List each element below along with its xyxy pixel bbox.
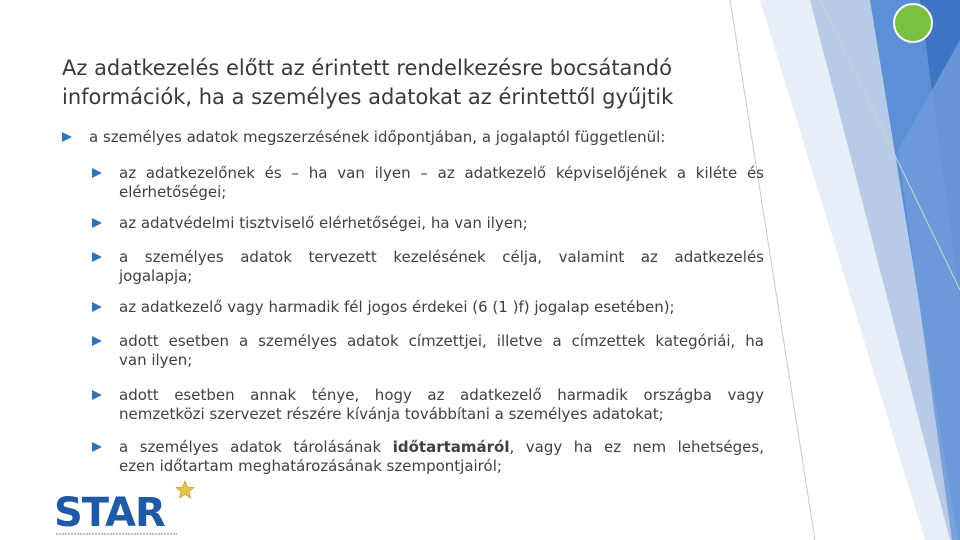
triangle-bullet-icon [92,442,102,452]
star-icon [176,481,194,498]
triangle-bullet-icon [62,132,72,142]
triangle-bullet-icon [92,336,102,346]
triangle-bullet-icon [92,218,102,228]
item-line: van ilyen; [119,351,193,369]
item-line: az adatvédelmi tisztviselő elérhetőségei, ha van ilyen; [119,214,528,232]
triangle-bullet-icon [92,252,102,262]
green-circle-icon [894,4,932,42]
item-line [119,438,764,457]
title-line-2: információk, ha a személyes adatokat az érintettől gyűjtik [62,85,674,109]
item-line: az adatkezelőnek és – ha van ilyen – az adatkezelő képviselőjének a kiléte és [119,164,764,182]
triangle-bullet-icon [92,390,102,400]
item-text-part: , vagy ha ez nem lehetséges, [509,438,764,456]
item-text-part: a személyes adatok tárolásának [119,438,393,456]
star-logo [52,478,202,540]
triangle-bullet-icon [92,168,102,178]
item-line: adott esetben a személyes adatok címzettjei, illetve a címzettek kategóriái, ha [119,332,764,350]
title-line-1: Az adatkezelés előtt az érintett rendelkezésre bocsátandó [62,56,672,80]
item-bold-text: időtartamáról [392,438,510,456]
item-line: adott esetben annak ténye, hogy az adatkezelő harmadik országba vagy [119,386,764,404]
level1-text: a személyes adatok megszerzésének időpontjában, a jogalaptól függetlenül: [89,128,666,146]
triangle-bullet-icon [92,302,102,312]
slide-title [62,54,722,112]
item-line: a személyes adatok tervezett kezelésének célja, valamint az adatkezelés [119,248,764,266]
item-line: elérhetőségei; [119,183,227,201]
item-line: ezen időtartam meghatározásának szempontjairól; [119,457,502,475]
item-line: jogalapja; [119,267,193,285]
item-line: az adatkezelő vagy harmadik fél jogos érdekei (6 (1 )f) jogalap esetében); [119,298,675,316]
item-line: nemzetközi szervezet részére kívánja továbbítani a személyes adatokat; [119,405,664,423]
logo-text: STAR [54,490,165,536]
